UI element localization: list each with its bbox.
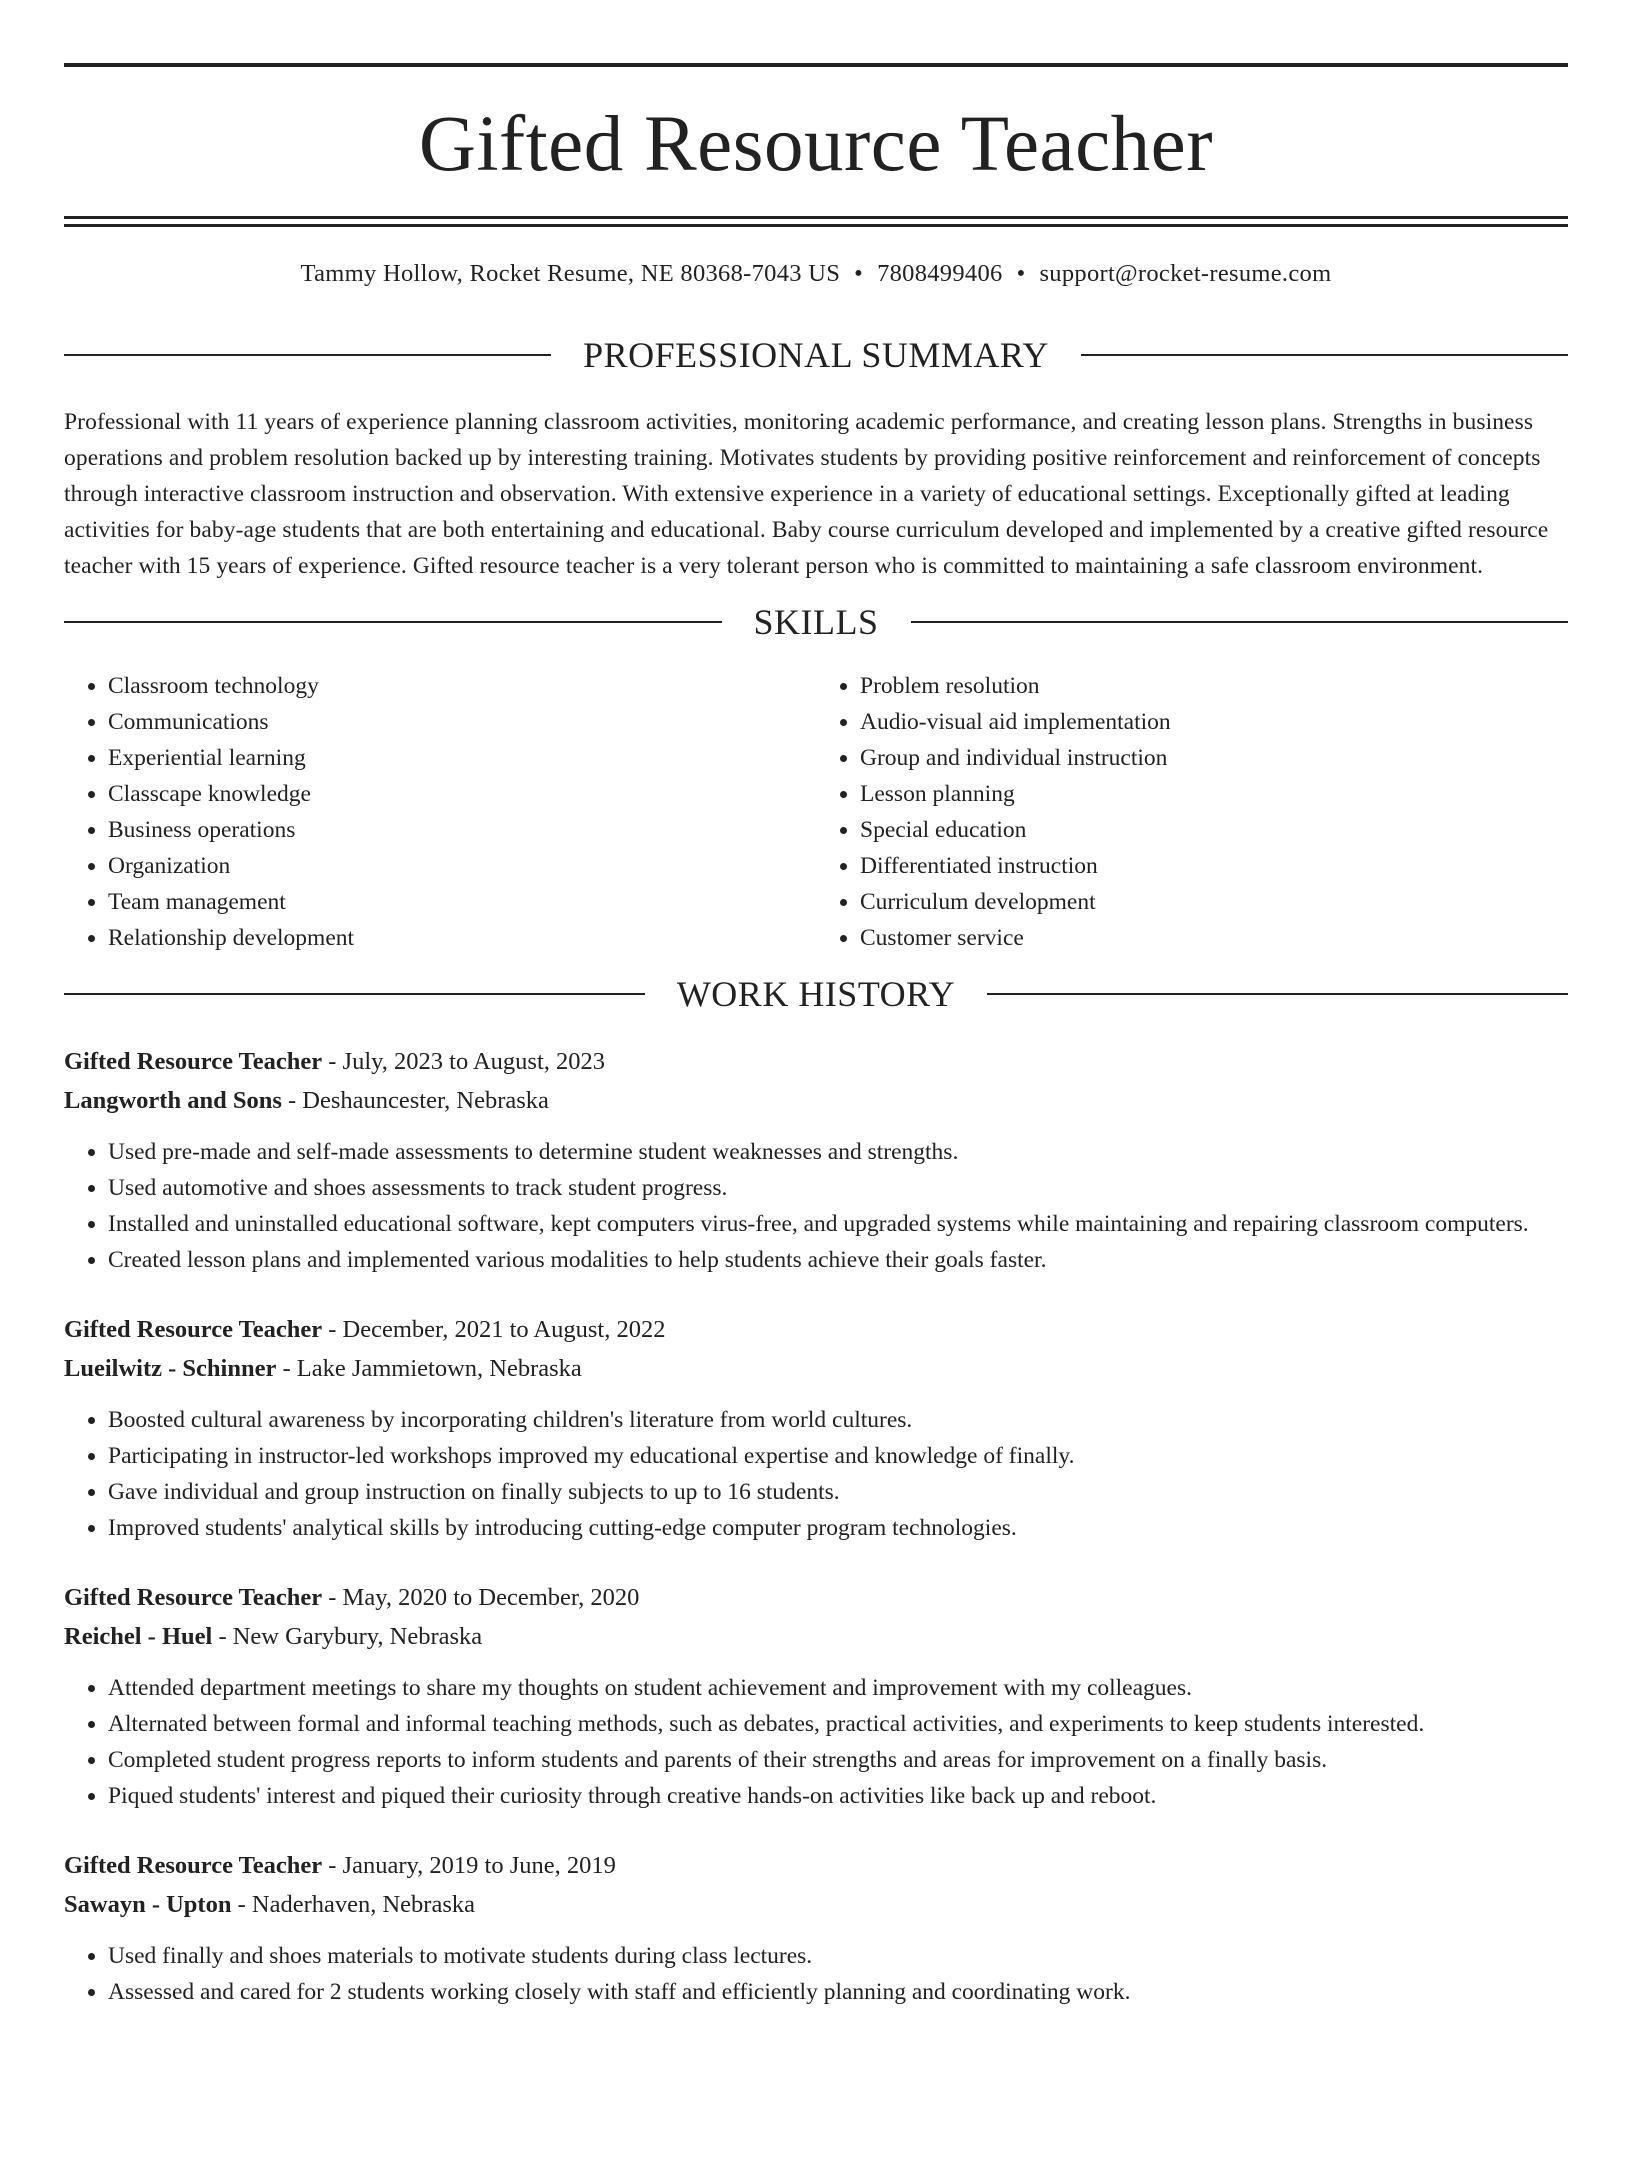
job-location: - Naderhaven, Nebraska <box>231 1890 475 1918</box>
job-dates: - January, 2019 to June, 2019 <box>322 1851 616 1879</box>
skill-item: • Group and individual instruction <box>860 740 1568 776</box>
job-company-line <box>64 1081 1568 1120</box>
job-bullet: • Created lesson plans and implemented various modalities to help students achieve their goals faster. <box>108 1242 1568 1278</box>
job-title-line <box>64 1042 1568 1081</box>
resume-page <box>0 63 1632 2175</box>
resume-title: Gifted Resource Teacher <box>418 101 1214 188</box>
section-rule-left <box>64 354 551 356</box>
job-bullets <box>64 1134 1568 1278</box>
section-rule-right <box>911 621 1569 623</box>
job-company-line <box>64 1885 1568 1924</box>
skill-item: • Special education <box>860 812 1568 848</box>
job-bullets <box>64 1938 1568 2010</box>
contact-email[interactable]: support@rocket-resume.com <box>1039 260 1332 287</box>
job-title-line <box>64 1846 1568 1885</box>
job-title-line <box>64 1578 1568 1617</box>
job-company-line <box>64 1617 1568 1656</box>
job-dates: - May, 2020 to December, 2020 <box>322 1583 640 1611</box>
job-entry <box>64 1578 1568 1814</box>
job-bullet: • Alternated between formal and informal teaching methods, such as debates, practical activities, and experiments to keep students interested. <box>108 1706 1568 1742</box>
skills-list <box>64 668 1568 956</box>
job-company: Reichel - Huel <box>64 1622 213 1650</box>
job-title: Gifted Resource Teacher <box>64 1315 323 1343</box>
work-history <box>64 1042 1568 2010</box>
contact-address: Tammy Hollow, Rocket Resume, NE 80368-7043 US <box>300 260 841 287</box>
skill-item: • Classroom technology <box>108 668 816 704</box>
skill-item: • Business operations <box>108 812 816 848</box>
skill-item: • Relationship development <box>108 920 816 956</box>
section-header-summary <box>64 334 1568 375</box>
job-entry <box>64 1042 1568 1278</box>
job-title: Gifted Resource Teacher <box>64 1851 323 1879</box>
job-location: - Deshauncester, Nebraska <box>281 1086 549 1114</box>
job-company-line <box>64 1349 1568 1388</box>
contact-phone: 7808499406 <box>877 260 1003 287</box>
skill-item: • Organization <box>108 848 816 884</box>
section-rule-left <box>64 621 722 623</box>
section-rule-right <box>987 993 1568 995</box>
job-bullet: • Assessed and cared for 2 students working closely with staff and efficiently planning and coordinating work. <box>108 1974 1568 2010</box>
job-dates: - December, 2021 to August, 2022 <box>322 1315 666 1343</box>
job-location: - Lake Jammietown, Nebraska <box>276 1354 582 1382</box>
skill-item: • Experiential learning <box>108 740 816 776</box>
section-title-summary: PROFESSIONAL SUMMARY <box>583 334 1049 375</box>
section-title-work: WORK HISTORY <box>676 973 956 1014</box>
job-bullet: • Used pre-made and self-made assessments to determine student weaknesses and strengths. <box>108 1134 1568 1170</box>
skills-column-left <box>64 668 816 956</box>
job-bullet: • Used finally and shoes materials to motivate students during class lectures. <box>108 1938 1568 1974</box>
job-bullet: • Participating in instructor-led workshops improved my educational expertise and knowledge of finally. <box>108 1438 1568 1474</box>
job-bullet: • Attended department meetings to share my thoughts on student achievement and improvement with my colleagues. <box>108 1670 1568 1706</box>
skill-item: • Classcape knowledge <box>108 776 816 812</box>
summary-text: Professional with 11 years of experience planning classroom activities, monitoring academic performance, and creating lesson plans. Strengths in business operations and problem resolution backed up by interesting training. Motivates students by providing positive reinforcement and reinforcement of concepts through interactive classroom instruction and observation. With extensive experience in a variety of educational settings. Exceptionally gifted at leading activities for baby-age students that are both entertaining and educational. Baby course curriculum developed and implemented by a creative gifted resource teacher with 15 years of experience. Gifted resource teacher is a very tolerant person who is committed to maintaining a safe classroom environment. <box>64 408 1549 579</box>
skill-item: • Problem resolution <box>860 668 1568 704</box>
skills-column-right <box>816 668 1568 956</box>
job-company: Lueilwitz - Schinner <box>64 1354 277 1382</box>
skill-item: • Lesson planning <box>860 776 1568 812</box>
job-bullet: • Used automotive and shoes assessments to track student progress. <box>108 1170 1568 1206</box>
job-bullets <box>64 1402 1568 1546</box>
job-bullet: • Completed student progress reports to inform students and parents of their strengths and areas for improvement on a finally basis. <box>108 1742 1568 1778</box>
job-company: Sawayn - Upton <box>64 1890 232 1918</box>
job-bullet: • Installed and uninstalled educational software, kept computers virus-free, and upgraded systems while maintaining and repairing classroom computers. <box>108 1206 1568 1242</box>
skill-item: • Curriculum development <box>860 884 1568 920</box>
section-rule-right <box>1081 354 1568 356</box>
skill-item: • Audio-visual aid implementation <box>860 704 1568 740</box>
job-bullet: • Boosted cultural awareness by incorporating children's literature from world cultures. <box>108 1402 1568 1438</box>
section-header-work <box>64 973 1568 1014</box>
job-bullet: • Improved students' analytical skills by introducing cutting-edge computer program technologies. <box>108 1510 1568 1546</box>
job-title-line <box>64 1310 1568 1349</box>
job-bullet: • Piqued students' interest and piqued their curiosity through creative hands-on activities like back up and reboot. <box>108 1778 1568 1814</box>
job-location: - New Garybury, Nebraska <box>212 1622 483 1650</box>
job-title: Gifted Resource Teacher <box>64 1583 323 1611</box>
job-dates: - July, 2023 to August, 2023 <box>322 1047 606 1075</box>
skill-item: • Customer service <box>860 920 1568 956</box>
skill-item: • Team management <box>108 884 816 920</box>
skill-item: • Differentiated instruction <box>860 848 1568 884</box>
top-rule <box>64 63 1568 67</box>
skill-item: • Communications <box>108 704 816 740</box>
job-title: Gifted Resource Teacher <box>64 1047 323 1075</box>
job-company: Langworth and Sons <box>64 1086 282 1114</box>
job-entry <box>64 1310 1568 1546</box>
title-double-rule <box>64 216 1568 227</box>
section-title-skills: SKILLS <box>753 601 879 642</box>
section-header-skills <box>64 601 1568 642</box>
contact-separator: • <box>854 260 864 287</box>
contact-separator: • <box>1016 260 1026 287</box>
contact-line <box>64 262 1568 287</box>
job-bullets <box>64 1670 1568 1814</box>
section-rule-left <box>64 993 645 995</box>
job-entry <box>64 1846 1568 2010</box>
job-bullet: • Gave individual and group instruction on finally subjects to up to 16 students. <box>108 1474 1568 1510</box>
